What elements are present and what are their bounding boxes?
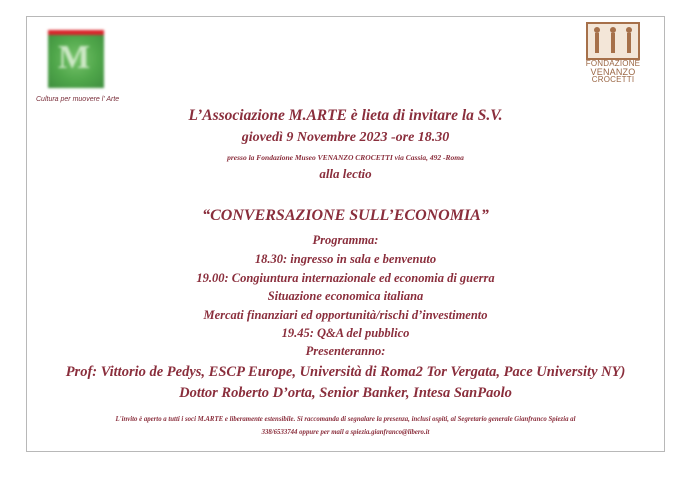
- event-title: “CONVERSAZIONE SULL’ECONOMIA”: [202, 207, 489, 224]
- program-item: Situazione economica italiana: [267, 289, 424, 303]
- logo-text-3: CROCETTI: [591, 75, 635, 84]
- program-label: Programma:: [312, 233, 379, 247]
- program-item: 19.45: Q&A del pubblico: [281, 326, 410, 340]
- event-date: giovedì 9 Novembre 2023 -ore 18.30: [241, 130, 450, 145]
- presenters-label: Presenteranno:: [305, 344, 386, 358]
- footer-line-1: L'invito è aperto a tutti i soci M.ARTE e liberamente estensibile. Si raccomanda di segnalare la presenza, inclusi ospiti, al Segretario generale Gianfranco Spiezia al: [115, 416, 576, 423]
- event-venue: presso la Fondazione Museo VENANZO CROCETTI via Cassia, 492 -Roma: [227, 153, 464, 162]
- footer-line-2: 338/6533744 oppure per mail a spiezia.gianfranco@libero.it: [261, 429, 430, 436]
- program-item: 19.00: Congiuntura internazionale ed economia di guerra: [196, 271, 495, 285]
- logo-text-1: FONDAZIONE: [585, 59, 641, 68]
- sculpture-figures-icon: [586, 22, 640, 60]
- marte-logo: M: [48, 30, 104, 88]
- fondazione-logo: [582, 22, 644, 88]
- logo-text-2: VENANZO: [590, 67, 636, 77]
- logo-tagline: Cultura per muovere l' Arte: [36, 96, 120, 103]
- invite-heading: L’Associazione M.ARTE è lieta di invitare la S.V.: [188, 107, 503, 124]
- program-item: 18.30: ingresso in sala e benvenuto: [254, 252, 437, 266]
- program-item: Mercati finanziari ed opportunità/rischi d’investimento: [203, 308, 488, 322]
- presenter-2: Dottor Roberto D’orta, Senior Banker, Intesa SanPaolo: [179, 385, 512, 401]
- event-type: alla lectio: [319, 166, 372, 181]
- presenter-1: Prof: Vittorio de Pedys, ESCP Europe, Università di Roma2 Tor Vergata, Pace University NY): [65, 364, 626, 380]
